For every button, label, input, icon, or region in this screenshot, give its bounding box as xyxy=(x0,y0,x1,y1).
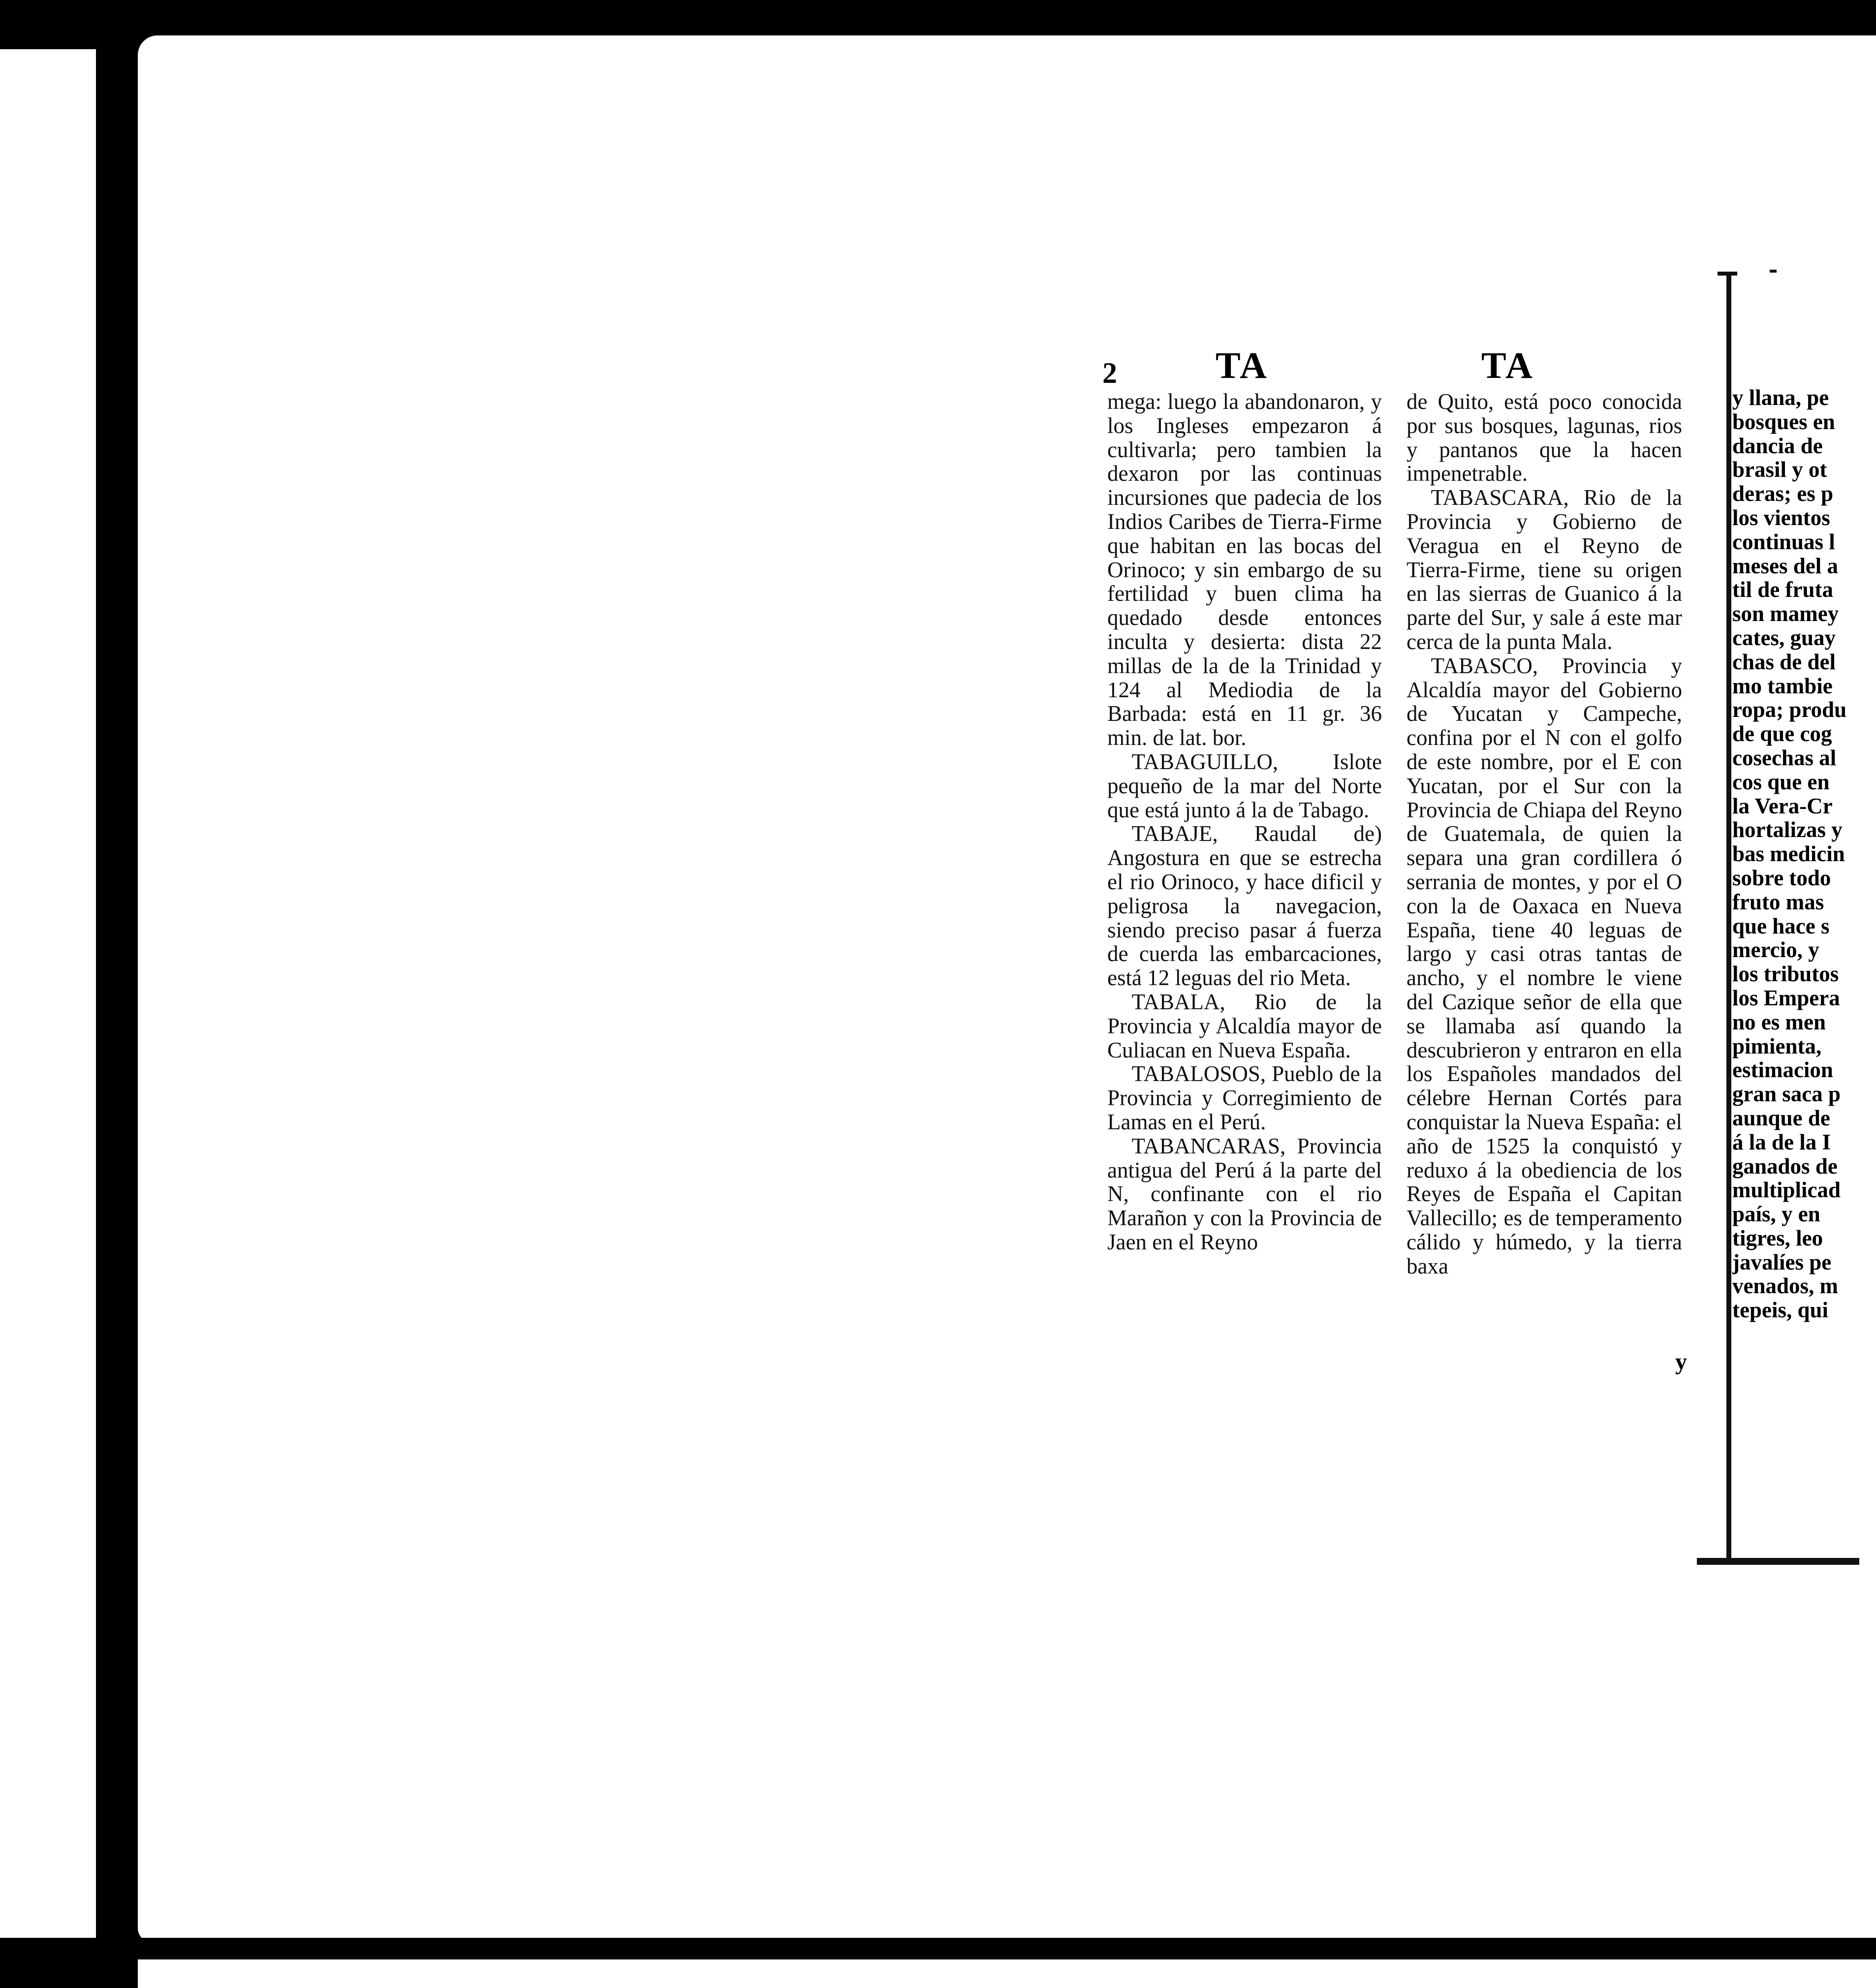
neighbour-page-line: estimacion xyxy=(1732,1057,1833,1083)
neighbour-page-line: brasil y ot xyxy=(1732,457,1827,482)
neighbour-page-line: gran saca p xyxy=(1732,1082,1841,1107)
neighbour-page-line: son mamey xyxy=(1732,601,1839,626)
neighbour-page-line: tigres, leo xyxy=(1732,1225,1823,1250)
entry-tabascara: TABASCARA, Rio de la Provincia y Gobierno de Veragua en el Reyno de Tierra-Firme, tiene su origen en las sierras de Guanico á la parte del Sur, y sale á este mar cerca de la punta Mala. xyxy=(1407,485,1682,654)
dash-mark xyxy=(1770,270,1777,273)
neighbour-page-line: país, y en xyxy=(1732,1202,1820,1227)
neighbour-page-line: ropa; produ xyxy=(1732,697,1847,722)
neighbour-page-line: tepeis, qui xyxy=(1732,1298,1829,1323)
neighbour-page-line: meses del a xyxy=(1732,553,1838,578)
neighbour-page-line: ganados de xyxy=(1732,1153,1838,1179)
neighbour-page-line: javalíes pe xyxy=(1732,1249,1832,1274)
neighbour-page-line: bosques en xyxy=(1732,409,1835,434)
neighbour-page-line: mo tambie xyxy=(1732,673,1833,698)
neighbour-page-line: y llana, pe xyxy=(1732,386,1829,410)
neighbour-page-line: no es men xyxy=(1732,1009,1826,1034)
neighbour-page-line: multiplicad xyxy=(1732,1178,1841,1203)
neighbour-page-line: fruto mas xyxy=(1732,889,1824,914)
neighbour-page-line: bas medicin xyxy=(1732,841,1845,867)
entry-tabaguillo: TABAGUILLO, Islote pequeño de la mar del Norte que está junto á la de Tabago. xyxy=(1107,749,1382,822)
neighbour-page-line: á la de la I xyxy=(1732,1129,1831,1154)
neighbour-page-line: cates, guay xyxy=(1732,625,1836,650)
entry-tabaje: TABAJE, Raudal de) Angostura en que se estrecha el rio Orinoco, y hace dificil y peligrosa la navegacion, siendo preciso pasar á fuerza de cuerda las embarcaciones, está 12 leguas del rio Meta. xyxy=(1107,821,1382,991)
neighbour-page-line: de que cog xyxy=(1732,721,1832,746)
catchword: y xyxy=(1675,1349,1687,1375)
neighbour-page-line: mercio, y xyxy=(1732,937,1819,963)
entry-tabago-continued: mega: luego la abandonaron, y los Ingleses empezaron á cultivarla; pero tambien la dexaron por las continuas incursiones que padecia de los Indios Caribes de Tierra-Firme que habitan en las bocas del Orinoco; y sin embargo de su fertilidad y buen clima ha quedado desde entonces inculta y desierta: dista 22 millas de la de la Trinidad y 124 al Mediodia de la Barbada: está en 11 gr. 36 min. de lat. bor. xyxy=(1107,389,1382,750)
neighbour-page-line: los vientos xyxy=(1732,505,1830,530)
neighbour-page-line: sobre todo xyxy=(1732,865,1831,890)
bottom-rule xyxy=(1697,1558,1859,1565)
neighbour-page-line: til de fruta xyxy=(1732,577,1833,602)
entry-tabancaras: TABANCARAS, Provincia antigua del Perú á la parte del N, confinante con el rio Marañon y con la Provincia de Jaen en el Reyno xyxy=(1107,1133,1382,1254)
neighbour-page-line: continuas l xyxy=(1732,529,1835,554)
entry-tabalosos: TABALOSOS, Pueblo de la Provincia y Corregimiento de Lamas en el Perú. xyxy=(1107,1061,1382,1134)
neighbour-page-line: la Vera-Cr xyxy=(1732,793,1833,818)
neighbour-page-line: deras; es p xyxy=(1732,481,1833,506)
neighbour-page-line: que hace s xyxy=(1732,913,1830,938)
neighbour-page-line: los Empera xyxy=(1732,985,1840,1010)
entry-tabasco: TABASCO, Provincia y Alcaldía mayor del Gobierno de Yucatan y Campeche, confina por el N con el golfo de este nombre, por el E con Yucatan, por el Sur con la Provincia de Chiapa del Reyno de Guatemala, de quien la separa una gran cordillera ó serrania de montes, y por el O con la de Oaxaca en Nueva España, tiene 40 leguas de largo y casi otras tantas de ancho, y el nombre le viene del Cazique señor de ella que se llamaba así quando la descubrieron y entraron en ella los Españoles mandados del célebre Hernan Cortés para conquistar la Nueva España: el año de 1525 la conquistó y reduxo á la obediencia de los Reyes de España el Capitan Vallecillo; es de temperamento cálido y húmedo, y la tierra baxa xyxy=(1407,653,1682,1278)
text-column-left xyxy=(1107,390,1382,1254)
page-number: 2 xyxy=(1102,357,1117,389)
text-column-right xyxy=(1407,390,1682,1278)
neighbour-page-line: chas de del xyxy=(1732,649,1836,674)
neighbour-page-line: aunque de xyxy=(1732,1105,1830,1130)
neighbour-page-line: pimienta, xyxy=(1732,1033,1822,1058)
bottom-page-edge xyxy=(138,1959,1876,1988)
running-head-right: TA xyxy=(1481,345,1534,386)
neighbour-page-text xyxy=(1732,386,1876,1322)
vertical-rule xyxy=(1726,274,1731,1563)
neighbour-page-line: cosechas al xyxy=(1732,745,1837,770)
neighbour-page-line: los tributos xyxy=(1732,962,1839,987)
entry-tabala: TABALA, Rio de la Provincia y Alcaldía mayor de Culiacan en Nueva España. xyxy=(1107,989,1382,1062)
neighbour-page-line: dancia de xyxy=(1732,433,1823,458)
neighbour-page-line: hortalizas y xyxy=(1732,817,1843,842)
adjacent-page-edge xyxy=(0,49,96,1988)
running-head-left: TA xyxy=(1216,345,1269,386)
neighbour-page-line: venados, m xyxy=(1732,1274,1839,1299)
entry-tabancaras-continued: de Quito, está poco conocida por sus bosques, lagunas, rios y pantanos que la hacen impenetrable. xyxy=(1407,389,1682,486)
neighbour-page-line: cos que en xyxy=(1732,769,1830,794)
